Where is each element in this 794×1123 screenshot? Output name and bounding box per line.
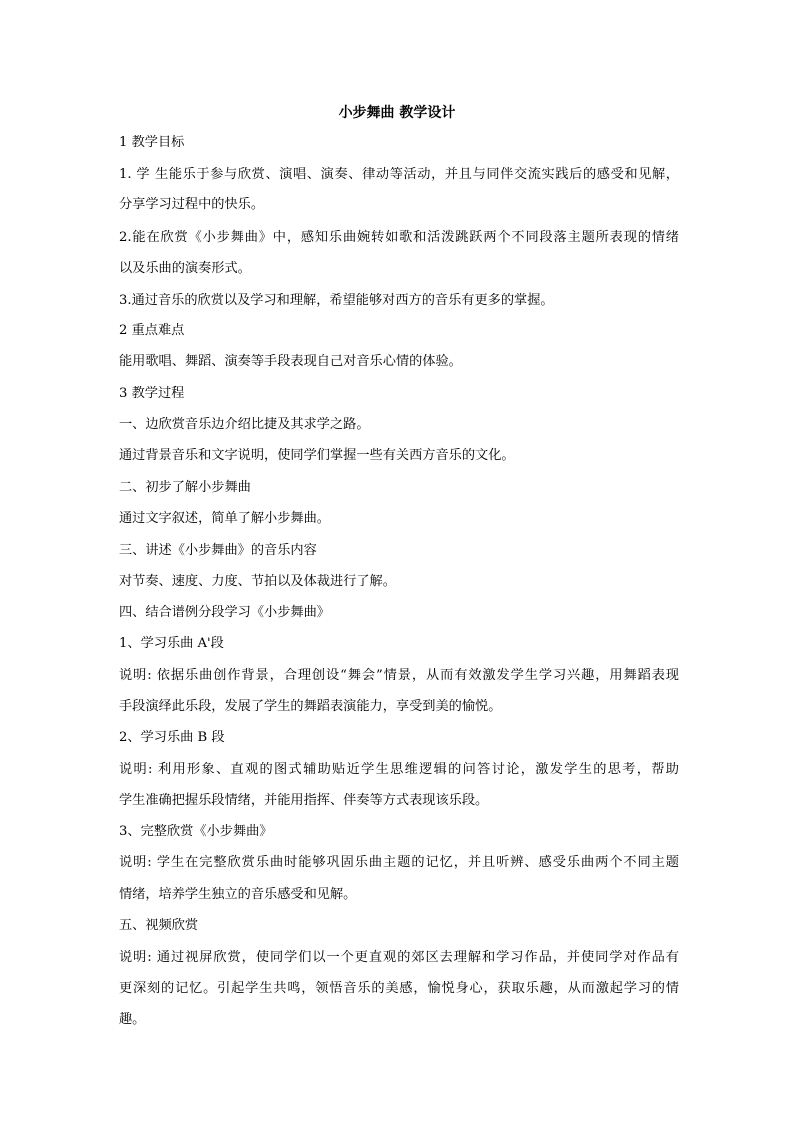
- paragraph-line: 以及乐曲的演奏形式。: [119, 261, 251, 276]
- paragraph-line: 分享学习过程中的快乐。: [119, 197, 265, 212]
- step-heading: 二、初步了解小步舞曲: [119, 480, 251, 495]
- step-heading: 三、讲述《小步舞曲》的音乐内容: [119, 543, 317, 558]
- paragraph-line: 3.通过音乐的欣赏以及学习和理解，希望能够对西方的音乐有更多的掌握。: [119, 293, 554, 308]
- section-heading-teaching-process: 3 教学过程: [119, 386, 185, 401]
- paragraph-line: 通过文字叙述，简单了解小步舞曲。: [119, 511, 330, 526]
- paragraph-line: 趣。: [119, 1012, 146, 1027]
- paragraph-line: 手段演绎此乐段，发展了学生的舞蹈表演能力，享受到美的愉悦。: [119, 699, 502, 714]
- paragraph-line: 更深刻的记忆。引起学生共鸣，领悟音乐的美感，愉悦身心，获取乐趣，从而激起学习的情: [119, 981, 679, 996]
- sub-step-heading: 2、学习乐曲 B 段: [119, 730, 225, 745]
- paragraph-line: 2.能在欣赏《小步舞曲》中，感知乐曲婉转如歌和活泼跳跃两个不同段落主题所表现的情绪: [119, 230, 679, 245]
- step-heading: 四、结合谱例分段学习《小步舞曲》: [119, 605, 330, 620]
- paragraph-line: 能用歌唱、舞蹈、演奏等手段表现自己对音乐心情的体验。: [119, 354, 462, 369]
- document-title: 小步舞曲 教学设计: [338, 105, 456, 121]
- paragraph-line: 说明: 依据乐曲创作背景，合理创设“舞会”情景，从而有效激发学生学习兴趣，用舞蹈表现: [119, 668, 679, 683]
- sub-step-heading: 1、学习乐曲 A'段: [119, 636, 224, 651]
- paragraph-line: 说明: 通过视屏欣赏，使同学们以一个更直观的郊区去理解和学习作品，并使同学对作品有: [119, 950, 679, 965]
- paragraph-line: 1. 学 生能乐于参与欣赏、演唱、演奏、律动等活动，并且与同伴交流实践后的感受和见解，: [119, 167, 679, 182]
- step-heading: 一、边欣赏音乐边介绍比捷及其求学之路。: [119, 417, 370, 432]
- paragraph-line: 说明: 学生在完整欣赏乐曲时能够巩固乐曲主题的记忆，并且听辨、感受乐曲两个不同主题: [119, 855, 679, 870]
- section-heading-key-points: 2 重点难点: [119, 323, 185, 338]
- paragraph-line: 学生准确把握乐段情绪，并能用指挥、伴奏等方式表现该乐段。: [119, 793, 489, 808]
- paragraph-line: 通过背景音乐和文字说明，使同学们掌握一些有关西方音乐的文化。: [119, 448, 515, 463]
- step-heading: 五、视频欣赏: [119, 918, 199, 933]
- paragraph-line: 说明: 利用形象、直观的图式辅助贴近学生思维逻辑的问答讨论，激发学生的思考，帮助: [119, 762, 679, 777]
- paragraph-line: 情绪，培养学生独立的音乐感受和见解。: [119, 887, 357, 902]
- sub-step-heading: 3、完整欣赏《小步舞曲》: [119, 824, 273, 839]
- paragraph-line: 对节奏、速度、力度、节拍以及体裁进行了解。: [119, 574, 396, 589]
- section-heading-teaching-goals: 1 教学目标: [119, 135, 185, 150]
